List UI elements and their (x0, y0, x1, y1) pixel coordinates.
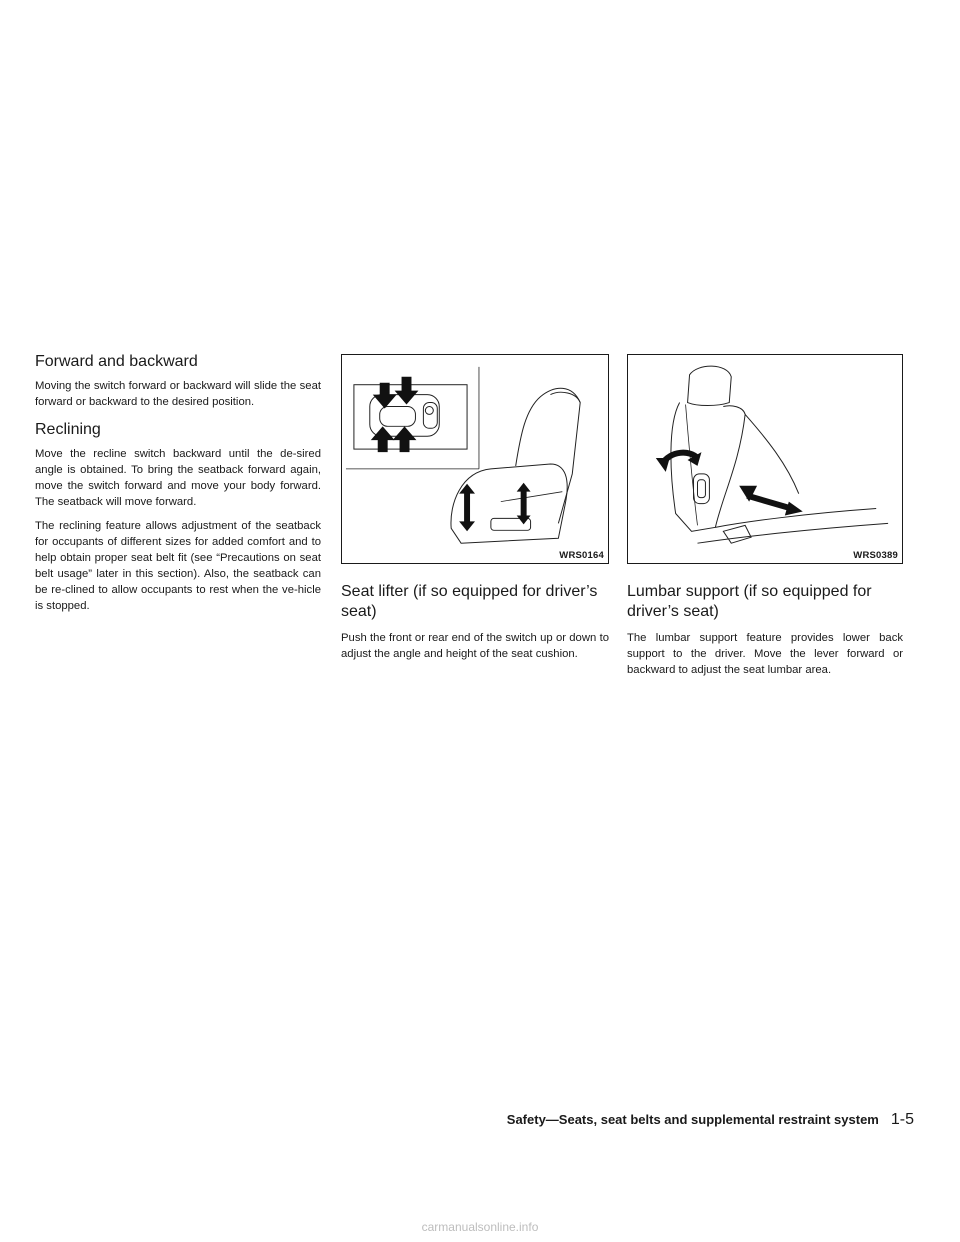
watermark: carmanualsonline.info (421, 1220, 539, 1234)
figure-code: WRS0389 (853, 550, 898, 561)
section-heading-lumbar-support: Lumbar support (if so equipped for driver’s seat) (627, 583, 872, 620)
figure-code: WRS0164 (559, 550, 604, 561)
seat-lifter-figure (341, 354, 609, 564)
lumbar-support-figure (627, 354, 903, 564)
paragraph-lumbar-support: The lumbar support feature provides lower back support to the driver. Move the lever forward or backward to adjust the seat lumbar area. (627, 632, 903, 676)
section-heading-reclining: Reclining (35, 421, 101, 438)
page-footer (437, 1111, 914, 1129)
seat-lifter-illustration-icon (342, 355, 608, 563)
paragraph-seat-lifter: Push the front or rear end of the switch up or down to adjust the angle and height of the seat cushion. (341, 632, 609, 660)
paragraph-reclining-1: Move the recline switch backward until the de-sired angle is obtained. To bring the seatback forward again, move the switch forward and move your body forward. The seatback will move forward. (35, 448, 321, 508)
paragraph-reclining-2: The reclining feature allows adjustment of the seatback for occupants of different sizes for added comfort and to help obtain proper seat belt fit (see “Precautions on seat belt usage” later in this section). Also, the seatback can be re-clined to allow occupants to rest when the ve-hicle is stopped. (35, 520, 321, 612)
middle-column (341, 354, 609, 670)
lumbar-support-illustration-icon (628, 355, 902, 563)
section-heading-seat-lifter: Seat lifter (if so equipped for driver’s seat) (341, 583, 598, 620)
paragraph-forward-backward: Moving the switch forward or backward will slide the seat forward or backward to the desired position. (35, 380, 321, 408)
footer-title: Safety—Seats, seat belts and supplemental restraint system (506, 1112, 879, 1127)
left-column (35, 352, 321, 622)
right-column (627, 354, 903, 686)
section-heading-forward-backward: Forward and backward (35, 353, 198, 370)
page-number: 1-5 (890, 1111, 914, 1128)
